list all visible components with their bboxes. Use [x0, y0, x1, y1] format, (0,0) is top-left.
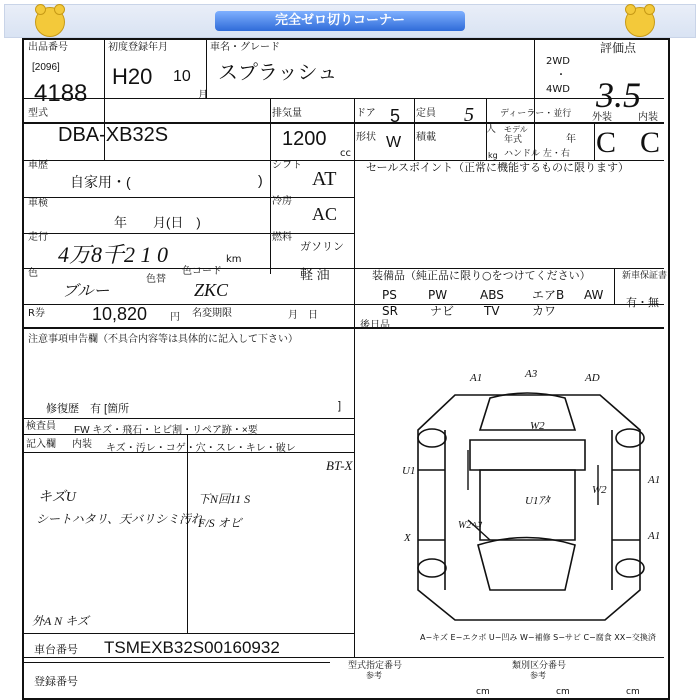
- selling-point-label: セールスポイント（正常に機能するものに限ります）: [366, 161, 630, 174]
- equipment-label: 装備品（純正品に限り○をつけてください）: [372, 269, 591, 282]
- capacity-label: 定員: [416, 108, 436, 119]
- registration-month: 10: [173, 68, 191, 85]
- equipment-ps: PS: [382, 288, 397, 302]
- diagram-mark-u1-ata: U1ｱﾀ: [525, 495, 550, 507]
- equipment-abs: ABS: [480, 288, 504, 302]
- car-name-label: 車名・グレード: [210, 42, 280, 53]
- diagram-mark-x: X: [404, 532, 411, 544]
- equipment-aw: AW: [584, 288, 604, 302]
- remarks-label: 記入欄: [26, 439, 56, 450]
- fuel-label: 燃料: [272, 232, 292, 243]
- mileage-unit: km: [226, 254, 242, 265]
- chassis-label: 車台番号: [34, 643, 78, 656]
- history-value: 自家用・(: [70, 174, 131, 190]
- equipment-sr: SR: [382, 304, 398, 318]
- chassis-value: TSMEXB32S00160932: [104, 638, 280, 657]
- registration-number-label: 登録番号: [34, 675, 78, 688]
- interior-label: 内装: [638, 112, 658, 123]
- handwritten-note-2: シートハタリ、天バリシミ汚れ: [36, 512, 204, 526]
- inspector-label: 検査員: [26, 421, 56, 432]
- color-code-label: 色コード: [182, 266, 222, 277]
- diagram-mark-w2-dent: W2ﾍｺ: [458, 520, 482, 531]
- handwritten-note-1: キズU: [38, 490, 76, 505]
- shape-value: W: [386, 134, 402, 151]
- handle-label: ハンドル 左・右: [504, 149, 570, 159]
- equipment-airbag: エアB: [532, 288, 565, 302]
- lot-number: 4188: [34, 80, 88, 107]
- size-unit-3: cm: [626, 687, 640, 697]
- capacity-value: 5: [464, 104, 474, 126]
- model-value: DBA-XB32S: [58, 124, 169, 146]
- drive-2wd: 2WD: [546, 56, 570, 67]
- size-unit-1: cm: [476, 687, 490, 697]
- shift-label: シフト: [272, 160, 302, 171]
- equipment-tv: TV: [484, 304, 500, 318]
- diagram-mark-a1-right: A1: [648, 474, 661, 486]
- fuel-gasoline: ガソリン: [300, 241, 344, 253]
- history-label: 車歴: [28, 160, 48, 171]
- name-change-unit: 月 日: [288, 310, 318, 321]
- banner-title: 完全ゼロ切りコーナー: [215, 11, 465, 31]
- diagram-mark-a3: A3: [525, 368, 538, 380]
- handwritten-note-4: F/S オビ: [198, 516, 242, 530]
- aircon-label: 冷房: [272, 196, 292, 207]
- doors-value: 5: [390, 106, 401, 126]
- post-install-label: 後日品: [360, 320, 390, 331]
- price-value: 10,820: [92, 304, 148, 324]
- size-unit-2: cm: [556, 687, 570, 697]
- model-year-label: モデル: [504, 125, 528, 134]
- exterior-label: 外装: [592, 112, 612, 123]
- aircon-value: AC: [312, 204, 338, 224]
- score-label: 評価点: [600, 41, 637, 55]
- price-unit: 円: [170, 312, 180, 323]
- load-unit: kg: [488, 151, 498, 160]
- drive-separator: ・: [556, 70, 566, 81]
- repair-close: ]: [338, 400, 342, 412]
- diagram-mark-a1-rear: A1: [648, 530, 661, 542]
- warranty-label: 新車保証書: [622, 271, 668, 281]
- diagram-mark-u1: U1: [402, 465, 416, 477]
- diagram-mark-w2-side: W2: [592, 484, 607, 496]
- price-label: R券: [28, 308, 45, 319]
- lot-label: 出品番号: [28, 42, 68, 53]
- interior-sub-label: 内装: [72, 439, 92, 450]
- car-name-value: スプラッシュ: [218, 62, 338, 84]
- type-number-label: 型式指定番号: [348, 661, 403, 671]
- fuel-diesel: 軽 油: [300, 267, 330, 282]
- doors-label: ドア: [356, 108, 376, 119]
- color-label: 色: [28, 268, 38, 279]
- displacement-unit: cc: [340, 148, 351, 159]
- inspector-row: FW キズ・飛石・ヒビ割・リペア跡・×要: [74, 425, 258, 436]
- class-number-ref: 参考: [530, 671, 546, 680]
- repair-history: 修復歴 有 [箇所: [46, 403, 130, 415]
- color-change-label: 色替: [146, 274, 166, 285]
- first-registration-label: 初度登録年月: [108, 42, 168, 53]
- handwritten-note-3: 下N回11 S: [198, 492, 251, 506]
- class-number-label: 類別区分番号: [512, 661, 567, 671]
- equipment-pw: PW: [428, 288, 448, 302]
- diagram-mark-a1-front: A1: [470, 372, 483, 384]
- name-change-label: 名変期限: [192, 308, 232, 319]
- notes-label: 注意事項申告欄（不具合内容等は具体的に記入して下さい）: [28, 334, 298, 345]
- score-value: 3.5: [596, 75, 641, 115]
- diagram-legend: A−キズ E−エクボ U−凹み W−補修 S−サビ C−腐食 XX−交換済: [420, 633, 656, 642]
- diagram-mark-ad: AD: [585, 372, 600, 384]
- mileage-value: 4万8千2 1 0: [58, 242, 169, 267]
- displacement-value: 1200: [282, 128, 327, 150]
- history-close: ): [258, 172, 263, 188]
- shift-value: AT: [312, 168, 337, 190]
- inspection-label: 車検: [28, 198, 48, 209]
- type-number-ref: 参考: [366, 671, 382, 680]
- equipment-leather: カワ: [532, 304, 557, 318]
- equipment-navi: ナビ: [430, 304, 455, 318]
- registration-month-unit: 月: [198, 90, 208, 101]
- model-year-unit: 年: [566, 134, 576, 145]
- remarks-row: キズ・汚レ・コゲ・穴・スレ・キレ・破レ: [106, 443, 296, 454]
- shape-label: 形状: [356, 132, 376, 143]
- diagram-mark-w2-front: W2: [530, 420, 545, 432]
- mileage-label: 走行: [28, 232, 48, 243]
- handwritten-bt: BT-X: [326, 458, 353, 473]
- model-label: 型式: [28, 108, 48, 119]
- lot-code: [2096]: [32, 62, 60, 73]
- dealer-label: ディーラー・並行: [500, 109, 572, 119]
- registration-era: H20: [112, 64, 153, 89]
- warranty-value: 有・無: [626, 296, 659, 309]
- color-code-value: ZKC: [194, 280, 229, 300]
- interior-grade: C: [640, 126, 661, 159]
- load-label: 積載: [416, 132, 436, 143]
- model-year-sublabel: 年式: [504, 135, 523, 145]
- exterior-grade: C: [596, 126, 617, 159]
- color-value: ブルー: [62, 283, 110, 300]
- inspection-value: 年 月(日 ): [114, 215, 201, 230]
- displacement-label: 排気量: [272, 108, 302, 119]
- capacity-unit: 人: [486, 124, 496, 135]
- handwritten-note-bottom: 外A N キズ: [32, 614, 89, 628]
- drive-4wd: 4WD: [546, 84, 570, 95]
